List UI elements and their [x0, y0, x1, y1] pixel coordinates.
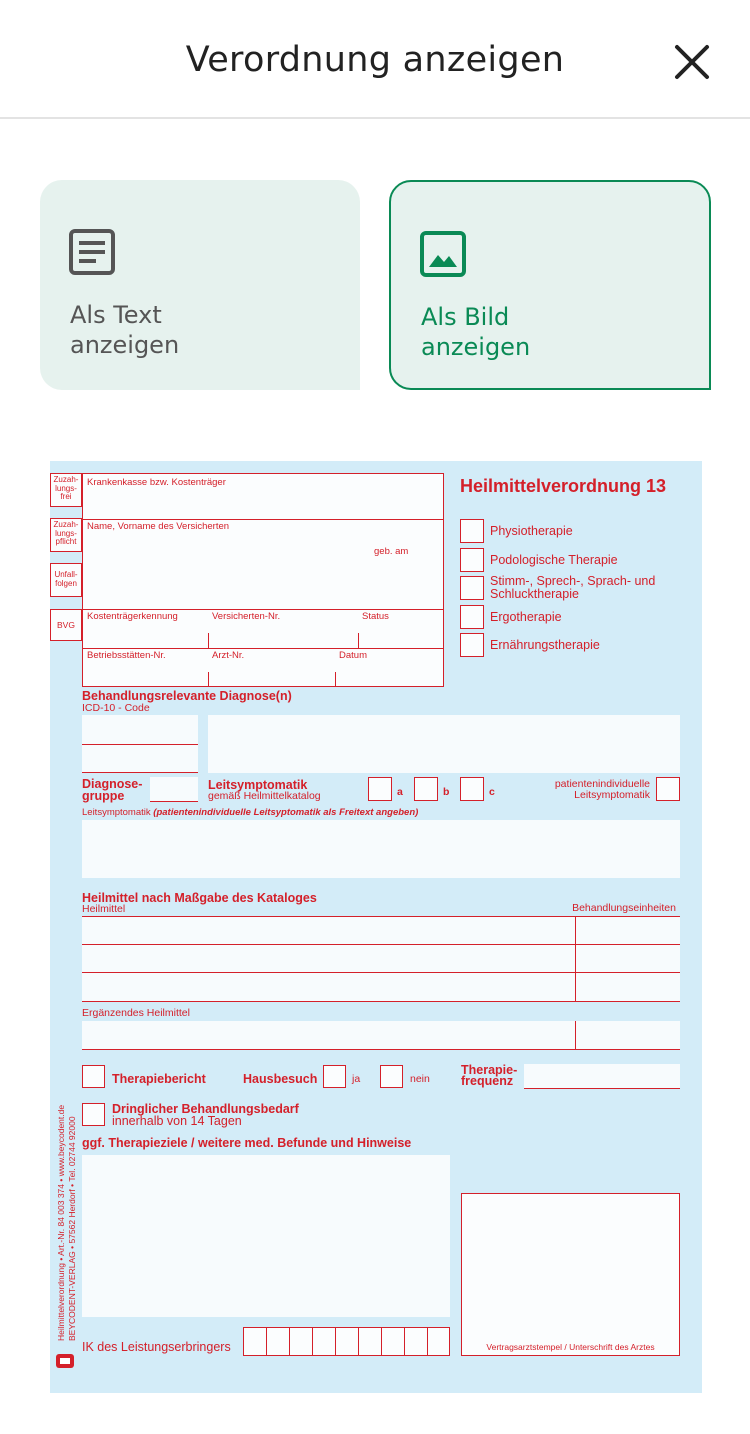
prescription-image: Zuzah- lungs- frei Zuzah- lungs- pflicht Unfall- folgen BVG Krankenkasse bzw. Kostenträger Name, Vorname des Versicherten geb. am Kostenträgerkennung Versicherten-Nr. Status Betriebsstätten-Nr. Arzt-Nr. Datum Heilmittelverordnung 13 Physiotherapie Podologische Therapie Stimm-, Sprech-, Sprach- und Schlucktherapie Ergotherapie Ernährungstherapie Behandlungsrelevante Diagnose(n) ICD-10 - Code Diagnose- gruppe Leitsymptomatik gemäß Heilmittelkatalog a b c patientenindividuelle Leitsymptomatik Leitsymptomatik (patientenindividuelle Leitsyptomatik als Freitext angeben) Heilmittel nach Maßgabe des Kataloges Heilmittel Behandlungseinheiten Ergänzendes Heilmittel Therapiebericht Hausbesuch ja nein Therapie- frequenz Dringlicher Behandlungsbedarf innerhalb von 14 Tagen ggf. Therapieziele / weitere med. Befunde und Hinweise Vertragsarztstempel / Unterschrift des Arztes IK des Leistungserbringers Heilmittelverordnung • Art.-Nr. 84 003 374 • www.beycodent.de BEYCODENT-VERLAG • 57562 Herdorf • Tel. 02744 92000: [50, 461, 702, 1393]
checkbox-physiotherapie: [460, 519, 484, 543]
publisher-logo: [56, 1354, 74, 1368]
show-as-image-label: Als Bild anzeigen: [421, 303, 531, 361]
side-box-unfallfolgen: Unfall- folgen: [50, 563, 82, 597]
checkbox-podologie: [460, 548, 484, 572]
page-title: Verordnung anzeigen: [185, 40, 565, 80]
side-box-zuzahlungspflicht: Zuzah- lungs- pflicht: [50, 518, 82, 552]
show-as-image-button[interactable]: [389, 180, 711, 390]
document-icon: [68, 228, 116, 276]
checkbox-ergotherapie: [460, 605, 484, 629]
checkbox-stimmtherapie: [460, 576, 484, 600]
top-bar: [0, 0, 750, 119]
image-icon: [419, 230, 467, 278]
show-as-text-button[interactable]: [40, 180, 360, 390]
checkbox-ernaehrung: [460, 633, 484, 657]
side-box-bvg: BVG: [50, 609, 82, 641]
show-as-text-label: Als Text anzeigen: [70, 301, 180, 359]
form-title: Heilmittelverordnung 13: [460, 476, 667, 496]
close-icon[interactable]: [672, 42, 712, 82]
side-box-zuzahlungsfrei: Zuzah- lungs- frei: [50, 473, 82, 507]
publisher-text: Heilmittelverordnung • Art.-Nr. 84 003 374 • www.beycodent.de BEYCODENT-VERLAG • 57562 Herdorf • Tel. 02744 92000: [56, 1104, 77, 1341]
